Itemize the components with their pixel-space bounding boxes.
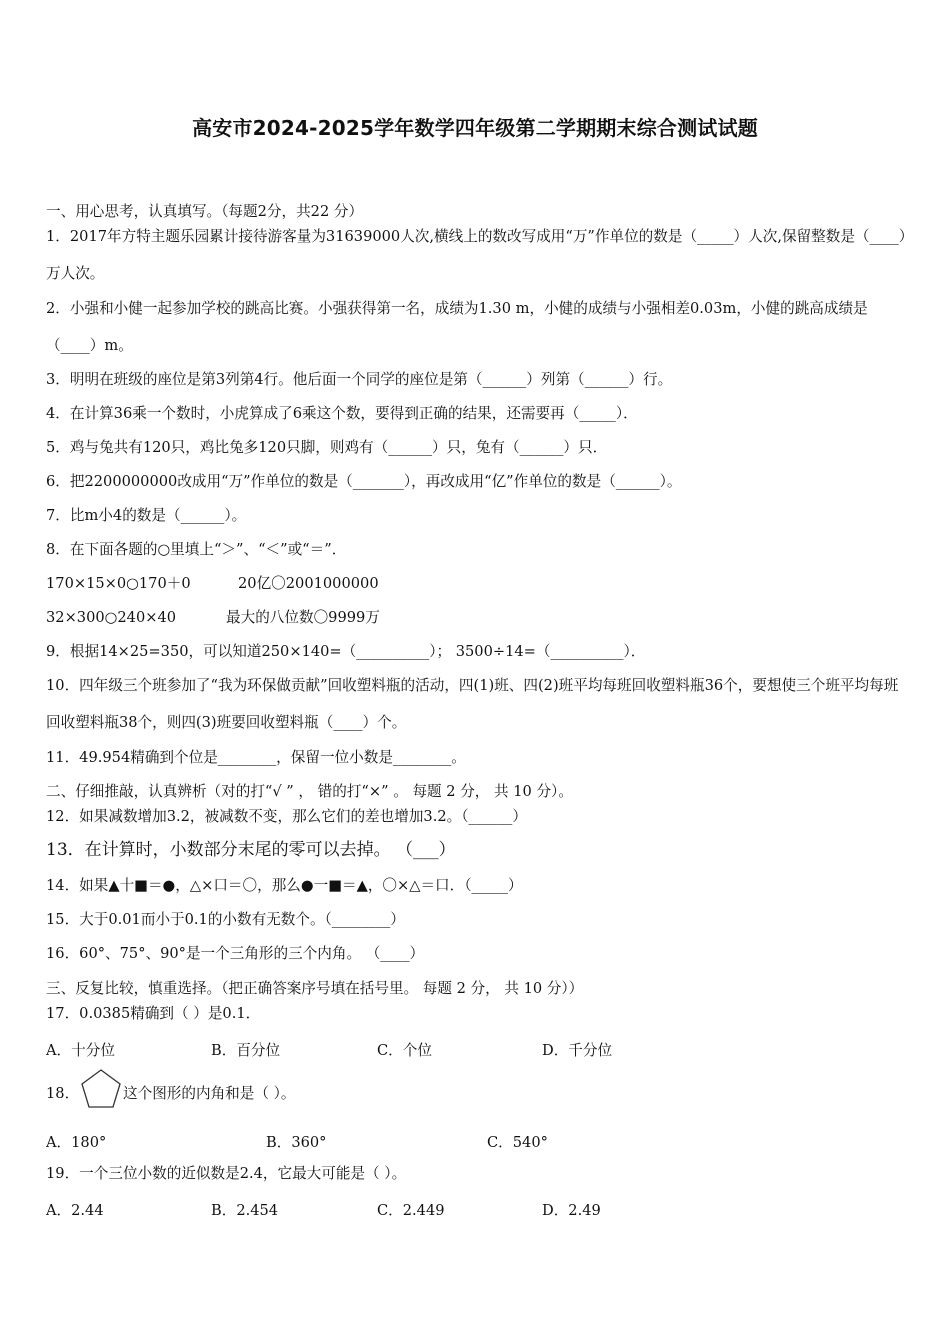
question-18-text: 这个图形的内角和是（ ）。 bbox=[123, 1085, 296, 1102]
question-8c: 32×300○240×40 bbox=[46, 609, 177, 626]
question-13: 13．在计算时，小数部分末尾的零可以去掉。 （___） bbox=[46, 840, 456, 860]
question-19: 19．一个三位小数的近似数是2.4，它最大可能是（ ）。 bbox=[46, 1165, 407, 1182]
question-8d: 最大的八位数〇9999万 bbox=[226, 609, 380, 626]
question-11: 11．49.954精确到个位是________，保留一位小数是________。 bbox=[46, 749, 466, 766]
q19-option-c: C．2.449 bbox=[377, 1202, 445, 1219]
q19-option-b: B．2.454 bbox=[211, 1202, 279, 1219]
question-18-number: 18． bbox=[46, 1085, 80, 1102]
question-5: 5．鸡与兔共有120只，鸡比兔多120只脚，则鸡有（______）只，兔有（______）只． bbox=[46, 439, 608, 456]
section-3-heading: 三、反复比较，慎重选择。（把正确答案序号填在括号里。 每题 2 分， 共 10 分）） bbox=[46, 980, 584, 997]
question-9: 9．根据14×25=350，可以知道250×140=（__________）； 3500÷14=（__________）． bbox=[46, 643, 646, 660]
q17-option-d: D．千分位 bbox=[542, 1042, 613, 1059]
question-4: 4．在计算36乘一个数时，小虎算成了6乘这个数，要得到正确的结果，还需要再（_____）． bbox=[46, 405, 638, 422]
question-8: 8．在下面各题的○里填上“＞”、“＜”或“＝”． bbox=[46, 541, 347, 558]
question-10: 10．四年级三个班参加了“我为环保做贡献”回收塑料瓶的活动，四(1)班、四(2)班平均每班回收塑料瓶36个，要想使三个班平均每班回收塑料瓶38个，则四(3)班要回收塑料瓶（____）个。 bbox=[46, 677, 899, 731]
question-8b: 20亿〇2001000000 bbox=[238, 575, 379, 592]
q18-option-a: A．180° bbox=[46, 1134, 107, 1151]
pentagon-figure bbox=[80, 1068, 122, 1110]
question-17: 17．0.0385精确到（ ）是0.1． bbox=[46, 1005, 261, 1022]
question-2: 2．小强和小健一起参加学校的跳高比赛。小强获得第一名，成绩为1.30 m，小健的成绩与小强相差0.03m，小健的跳高成绩是（____）m。 bbox=[46, 300, 868, 354]
question-6: 6．把2200000000改成用“万”作单位的数是（_______），再改成用“亿”作单位的数是（______）。 bbox=[46, 473, 682, 490]
section-2-heading: 二、仔细推敲，认真辨析（对的打“√ ” ， 错的打“×” 。 每题 2 分， 共 10 分）。 bbox=[46, 783, 573, 800]
question-14: 14．如果▲十■＝●，△×口＝〇，那么●一■＝▲，〇×△＝口．（_____） bbox=[46, 877, 523, 894]
page-title: 高安市2024-2025学年数学四年级第二学期期末综合测试试题 bbox=[192, 116, 758, 140]
q17-option-c: C．个位 bbox=[377, 1042, 432, 1059]
question-15: 15．大于0.01而小于0.1的小数有无数个。（________） bbox=[46, 911, 405, 928]
question-1: 1．2017年方特主题乐园累计接待游客量为31639000人次,横线上的数改写成用“万”作单位的数是（_____）人次,保留整数是（____）万人次。 bbox=[46, 228, 906, 282]
q17-option-a: A．十分位 bbox=[46, 1042, 115, 1059]
q17-option-b: B．百分位 bbox=[211, 1042, 281, 1059]
question-3: 3．明明在班级的座位是第3列第4行。他后面一个同学的座位是第（______）列第（______）行。 bbox=[46, 371, 673, 388]
q18-option-c: C．540° bbox=[487, 1134, 548, 1151]
question-7: 7．比m小4的数是（______）。 bbox=[46, 507, 247, 524]
q19-option-d: D．2.49 bbox=[542, 1202, 601, 1219]
q18-option-b: B．360° bbox=[266, 1134, 327, 1151]
question-16: 16．60°、75°、90°是一个三角形的三个内角。 （____） bbox=[46, 945, 425, 962]
q19-option-a: A．2.44 bbox=[46, 1202, 104, 1219]
question-12: 12．如果减数增加3.2，被减数不变，那么它们的差也增加3.2。（______） bbox=[46, 808, 527, 825]
question-8a: 170×15×0○170＋0 bbox=[46, 575, 191, 592]
section-1-heading: 一、用心思考，认真填写。（每题2分，共22 分） bbox=[46, 203, 364, 220]
